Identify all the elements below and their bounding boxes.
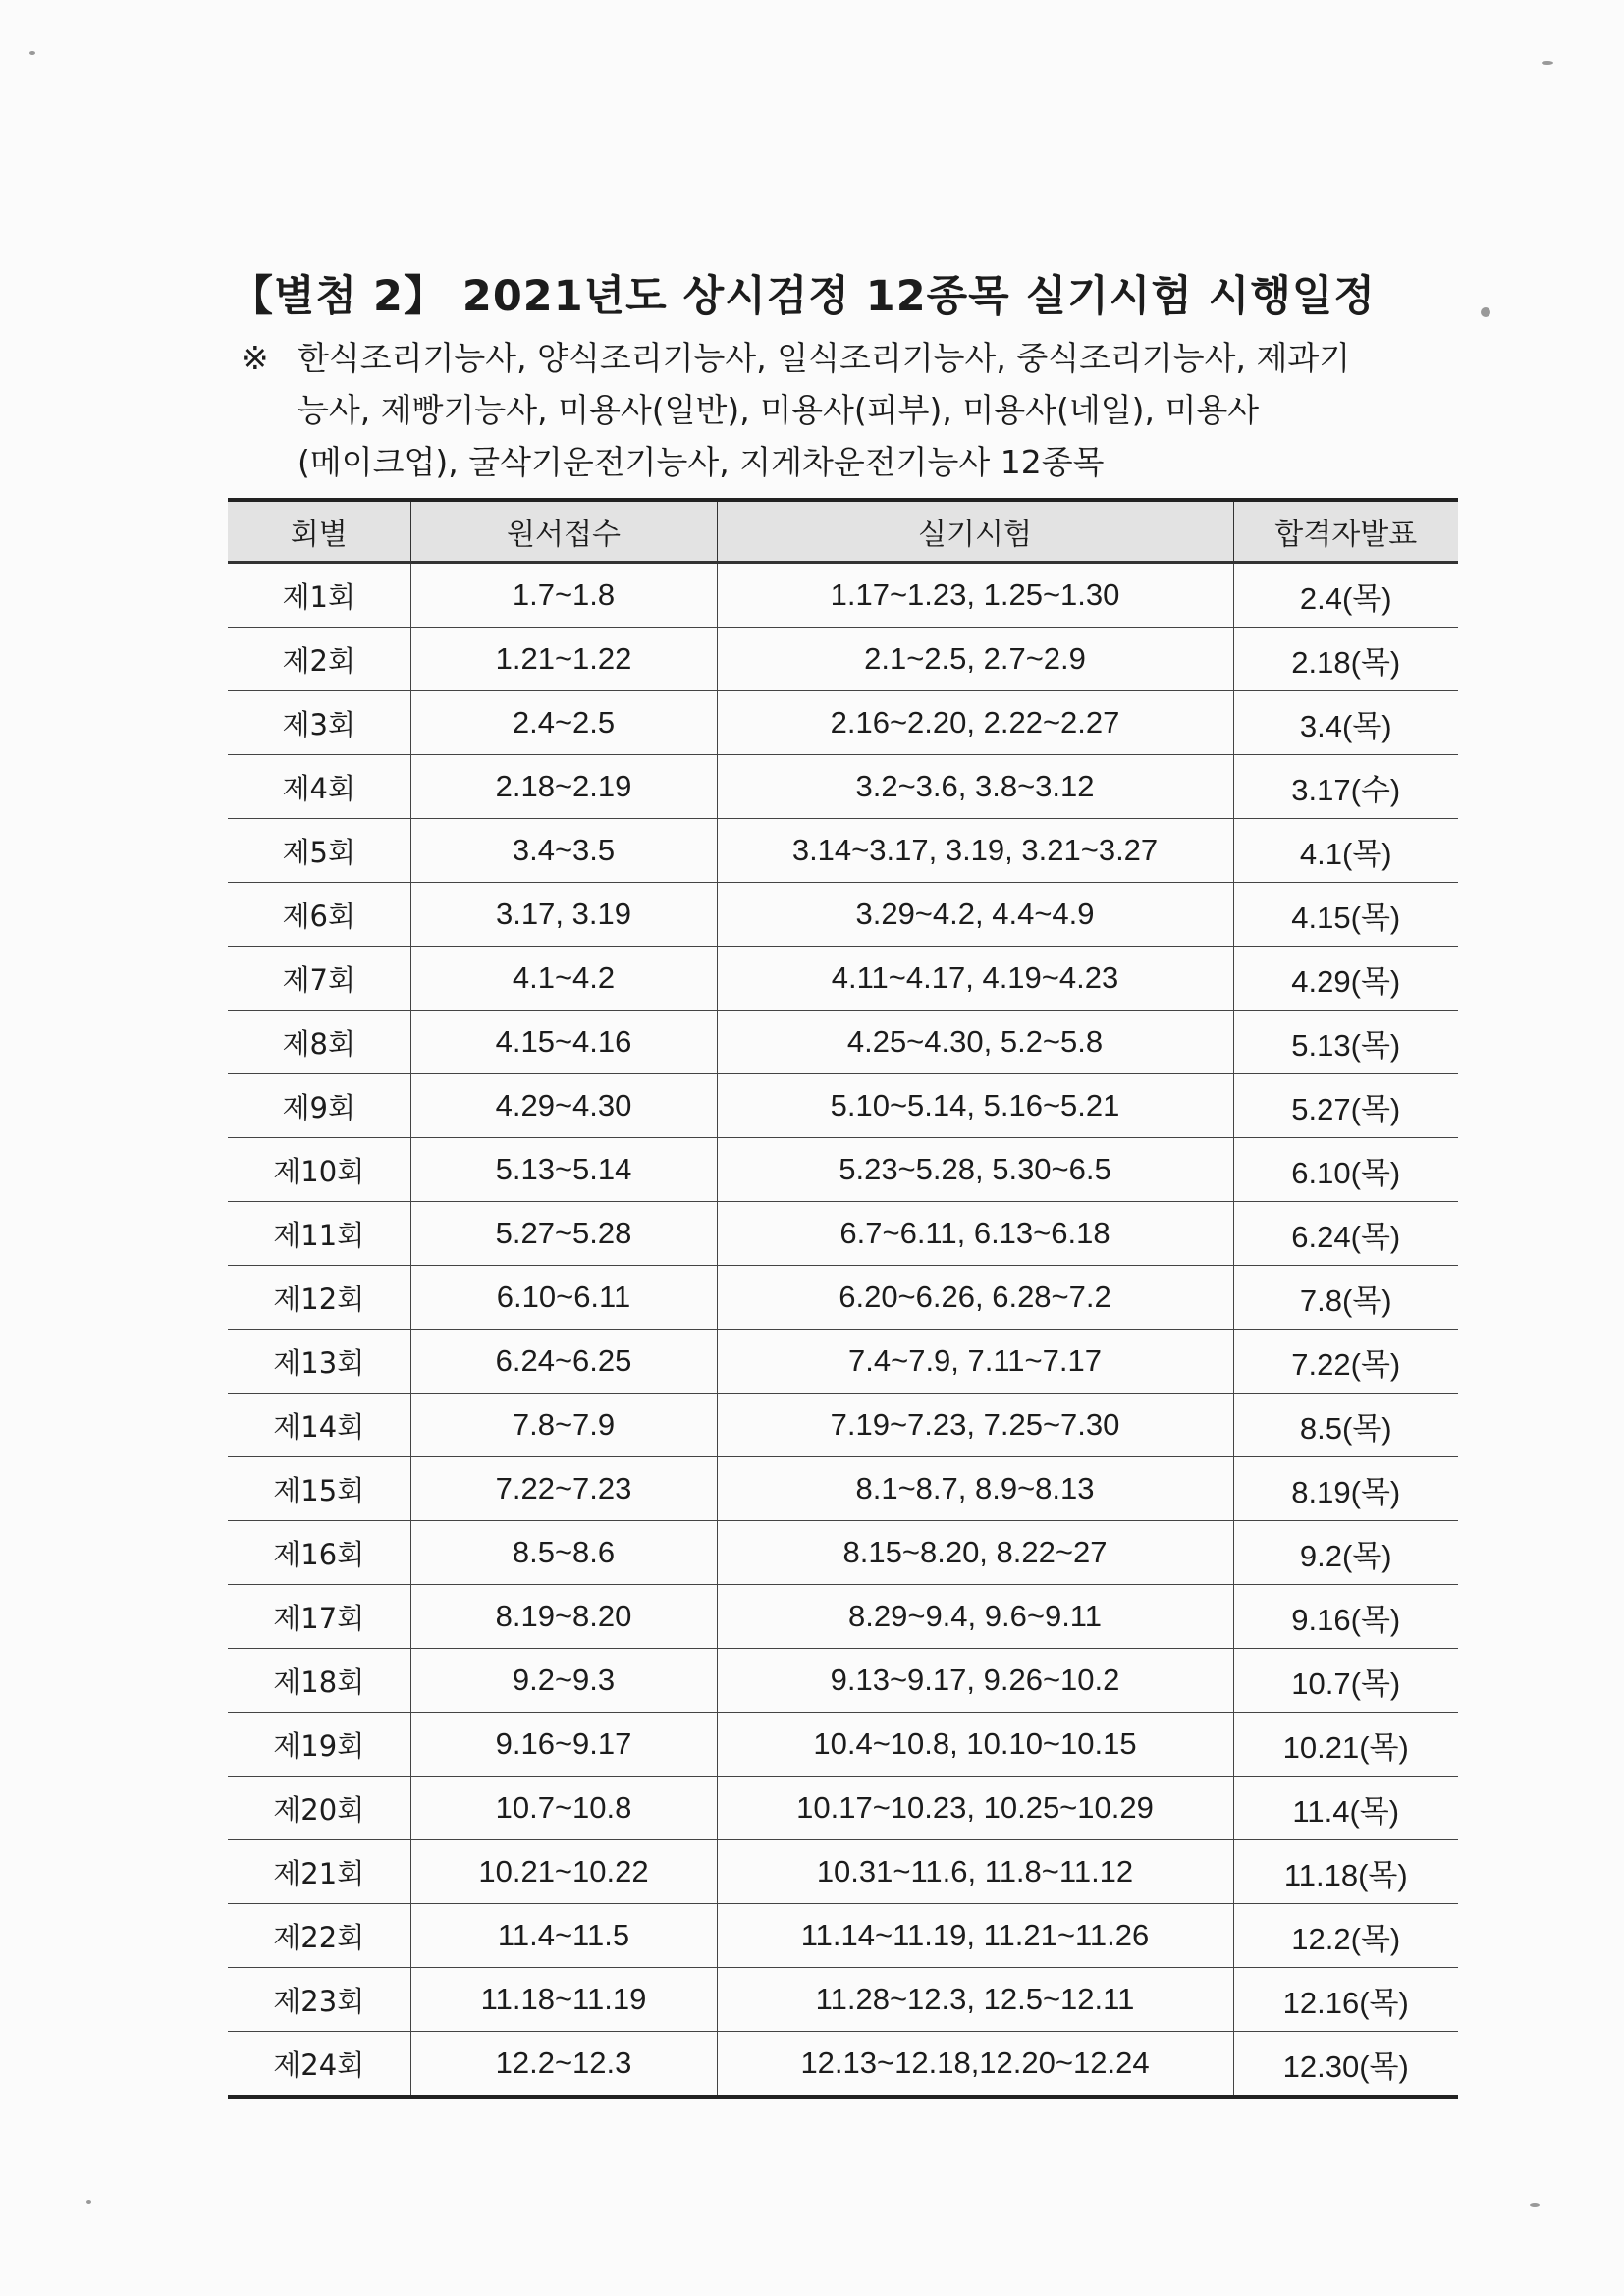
header-application: 원서접수	[410, 500, 717, 563]
cell-round: 제19회	[228, 1713, 410, 1777]
cell-result-announcement: 10.21(목)	[1233, 1713, 1458, 1777]
scan-speck	[1481, 307, 1490, 317]
cell-round: 제15회	[228, 1457, 410, 1521]
cell-result-announcement: 9.16(목)	[1233, 1585, 1458, 1649]
cell-result-announcement: 5.13(목)	[1233, 1011, 1458, 1074]
note-line: 능사, 제빵기능사, 미용사(일반), 미용사(피부), 미용사(네일), 미용사	[298, 391, 1260, 429]
cell-result-announcement: 6.24(목)	[1233, 1202, 1458, 1266]
cell-practical-exam: 2.16~2.20, 2.22~2.27	[717, 691, 1233, 755]
table-row	[228, 1521, 1458, 1585]
cell-practical-exam: 1.17~1.23, 1.25~1.30	[717, 563, 1233, 628]
cell-application: 8.5~8.6	[410, 1521, 717, 1585]
cell-practical-exam: 7.19~7.23, 7.25~7.30	[717, 1394, 1233, 1457]
table-row	[228, 1394, 1458, 1457]
table-row	[228, 1266, 1458, 1330]
cell-round: 제5회	[228, 819, 410, 883]
cell-application: 2.18~2.19	[410, 755, 717, 819]
cell-application: 3.17, 3.19	[410, 883, 717, 947]
cell-round: 제7회	[228, 947, 410, 1011]
cell-round: 제16회	[228, 1521, 410, 1585]
cell-round: 제11회	[228, 1202, 410, 1266]
table-row	[228, 883, 1458, 947]
table-row	[228, 1330, 1458, 1394]
cell-practical-exam: 10.31~11.6, 11.8~11.12	[717, 1840, 1233, 1904]
table-row	[228, 755, 1458, 819]
cell-application: 4.1~4.2	[410, 947, 717, 1011]
cell-round: 제9회	[228, 1074, 410, 1138]
cell-round: 제8회	[228, 1011, 410, 1074]
cell-round: 제10회	[228, 1138, 410, 1202]
cell-application: 10.7~10.8	[410, 1777, 717, 1840]
cell-result-announcement: 3.17(수)	[1233, 755, 1458, 819]
cell-practical-exam: 10.17~10.23, 10.25~10.29	[717, 1777, 1233, 1840]
cell-result-announcement: 4.29(목)	[1233, 947, 1458, 1011]
cell-round: 제4회	[228, 755, 410, 819]
cell-practical-exam: 3.29~4.2, 4.4~4.9	[717, 883, 1233, 947]
cell-round: 제3회	[228, 691, 410, 755]
cell-result-announcement: 10.7(목)	[1233, 1649, 1458, 1713]
cell-application: 9.16~9.17	[410, 1713, 717, 1777]
table-row	[228, 1202, 1458, 1266]
cell-application: 2.4~2.5	[410, 691, 717, 755]
cell-result-announcement: 7.8(목)	[1233, 1266, 1458, 1330]
cell-result-announcement: 2.4(목)	[1233, 563, 1458, 628]
schedule-table	[228, 498, 1458, 2099]
scan-speck	[1542, 61, 1553, 65]
cell-result-announcement: 9.2(목)	[1233, 1521, 1458, 1585]
cell-application: 4.29~4.30	[410, 1074, 717, 1138]
cell-result-announcement: 12.30(목)	[1233, 2032, 1458, 2098]
table-row	[228, 2032, 1458, 2098]
cell-application: 8.19~8.20	[410, 1585, 717, 1649]
cell-round: 제14회	[228, 1394, 410, 1457]
note-line: 한식조리기능사, 양식조리기능사, 일식조리기능사, 중식조리기능사, 제과기	[298, 339, 1351, 377]
table-row	[228, 1713, 1458, 1777]
cell-practical-exam: 4.25~4.30, 5.2~5.8	[717, 1011, 1233, 1074]
cell-practical-exam: 10.4~10.8, 10.10~10.15	[717, 1713, 1233, 1777]
cell-round: 제12회	[228, 1266, 410, 1330]
note-line: (메이크업), 굴삭기운전기능사, 지게차운전기능사 12종목	[298, 443, 1105, 481]
cell-result-announcement: 12.16(목)	[1233, 1968, 1458, 2032]
cell-result-announcement: 4.1(목)	[1233, 819, 1458, 883]
cell-application: 7.8~7.9	[410, 1394, 717, 1457]
cell-application: 4.15~4.16	[410, 1011, 717, 1074]
cell-application: 12.2~12.3	[410, 2032, 717, 2098]
cell-practical-exam: 11.28~12.3, 12.5~12.11	[717, 1968, 1233, 2032]
cell-round: 제17회	[228, 1585, 410, 1649]
header-round: 회별	[228, 500, 410, 563]
page-title: 【별첨 2】 2021년도 상시검정 12종목 실기시험 시행일정	[231, 272, 1376, 321]
cell-round: 제1회	[228, 563, 410, 628]
cell-practical-exam: 5.10~5.14, 5.16~5.21	[717, 1074, 1233, 1138]
cell-application: 11.18~11.19	[410, 1968, 717, 2032]
cell-practical-exam: 6.20~6.26, 6.28~7.2	[717, 1266, 1233, 1330]
table-row	[228, 1777, 1458, 1840]
cell-application: 10.21~10.22	[410, 1840, 717, 1904]
cell-practical-exam: 3.2~3.6, 3.8~3.12	[717, 755, 1233, 819]
table-row	[228, 628, 1458, 691]
cell-round: 제21회	[228, 1840, 410, 1904]
cell-result-announcement: 12.2(목)	[1233, 1904, 1458, 1968]
cell-round: 제2회	[228, 628, 410, 691]
scan-speck	[29, 51, 35, 55]
cell-practical-exam: 8.29~9.4, 9.6~9.11	[717, 1585, 1233, 1649]
cell-application: 3.4~3.5	[410, 819, 717, 883]
cell-round: 제24회	[228, 2032, 410, 2098]
cell-practical-exam: 8.1~8.7, 8.9~8.13	[717, 1457, 1233, 1521]
cell-practical-exam: 12.13~12.18,12.20~12.24	[717, 2032, 1233, 2098]
cell-practical-exam: 7.4~7.9, 7.11~7.17	[717, 1330, 1233, 1394]
table-row	[228, 1904, 1458, 1968]
header-row	[228, 500, 1458, 563]
table-row	[228, 563, 1458, 628]
cell-result-announcement: 8.5(목)	[1233, 1394, 1458, 1457]
cell-practical-exam: 4.11~4.17, 4.19~4.23	[717, 947, 1233, 1011]
cell-round: 제13회	[228, 1330, 410, 1394]
cell-practical-exam: 2.1~2.5, 2.7~2.9	[717, 628, 1233, 691]
table-row	[228, 1138, 1458, 1202]
scan-speck	[1530, 2203, 1540, 2207]
scan-speck	[86, 2200, 91, 2204]
cell-application: 5.13~5.14	[410, 1138, 717, 1202]
cell-result-announcement: 3.4(목)	[1233, 691, 1458, 755]
table-row	[228, 1585, 1458, 1649]
table-row	[228, 1457, 1458, 1521]
table-row	[228, 1968, 1458, 2032]
cell-result-announcement: 5.27(목)	[1233, 1074, 1458, 1138]
cell-practical-exam: 9.13~9.17, 9.26~10.2	[717, 1649, 1233, 1713]
cell-application: 9.2~9.3	[410, 1649, 717, 1713]
cell-practical-exam: 8.15~8.20, 8.22~27	[717, 1521, 1233, 1585]
cell-result-announcement: 11.18(목)	[1233, 1840, 1458, 1904]
table-row	[228, 1074, 1458, 1138]
cell-result-announcement: 7.22(목)	[1233, 1330, 1458, 1394]
cell-round: 제6회	[228, 883, 410, 947]
cell-practical-exam: 5.23~5.28, 5.30~6.5	[717, 1138, 1233, 1202]
header-result-announcement: 합격자발표	[1233, 500, 1458, 563]
cell-application: 11.4~11.5	[410, 1904, 717, 1968]
cell-practical-exam: 6.7~6.11, 6.13~6.18	[717, 1202, 1233, 1266]
table-row	[228, 691, 1458, 755]
cell-practical-exam: 11.14~11.19, 11.21~11.26	[717, 1904, 1233, 1968]
reference-mark: ※	[242, 339, 269, 377]
cell-result-announcement: 11.4(목)	[1233, 1777, 1458, 1840]
cell-application: 5.27~5.28	[410, 1202, 717, 1266]
table-row	[228, 1011, 1458, 1074]
table-row	[228, 819, 1458, 883]
cell-result-announcement: 2.18(목)	[1233, 628, 1458, 691]
table-row	[228, 1649, 1458, 1713]
note	[242, 332, 1420, 488]
cell-round: 제23회	[228, 1968, 410, 2032]
cell-application: 6.24~6.25	[410, 1330, 717, 1394]
cell-application: 7.22~7.23	[410, 1457, 717, 1521]
cell-round: 제20회	[228, 1777, 410, 1840]
cell-result-announcement: 8.19(목)	[1233, 1457, 1458, 1521]
header-practical-exam: 실기시험	[717, 500, 1233, 563]
cell-result-announcement: 6.10(목)	[1233, 1138, 1458, 1202]
cell-result-announcement: 4.15(목)	[1233, 883, 1458, 947]
cell-application: 1.21~1.22	[410, 628, 717, 691]
cell-application: 1.7~1.8	[410, 563, 717, 628]
cell-practical-exam: 3.14~3.17, 3.19, 3.21~3.27	[717, 819, 1233, 883]
cell-round: 제18회	[228, 1649, 410, 1713]
cell-round: 제22회	[228, 1904, 410, 1968]
table-row	[228, 1840, 1458, 1904]
table-row	[228, 947, 1458, 1011]
cell-application: 6.10~6.11	[410, 1266, 717, 1330]
